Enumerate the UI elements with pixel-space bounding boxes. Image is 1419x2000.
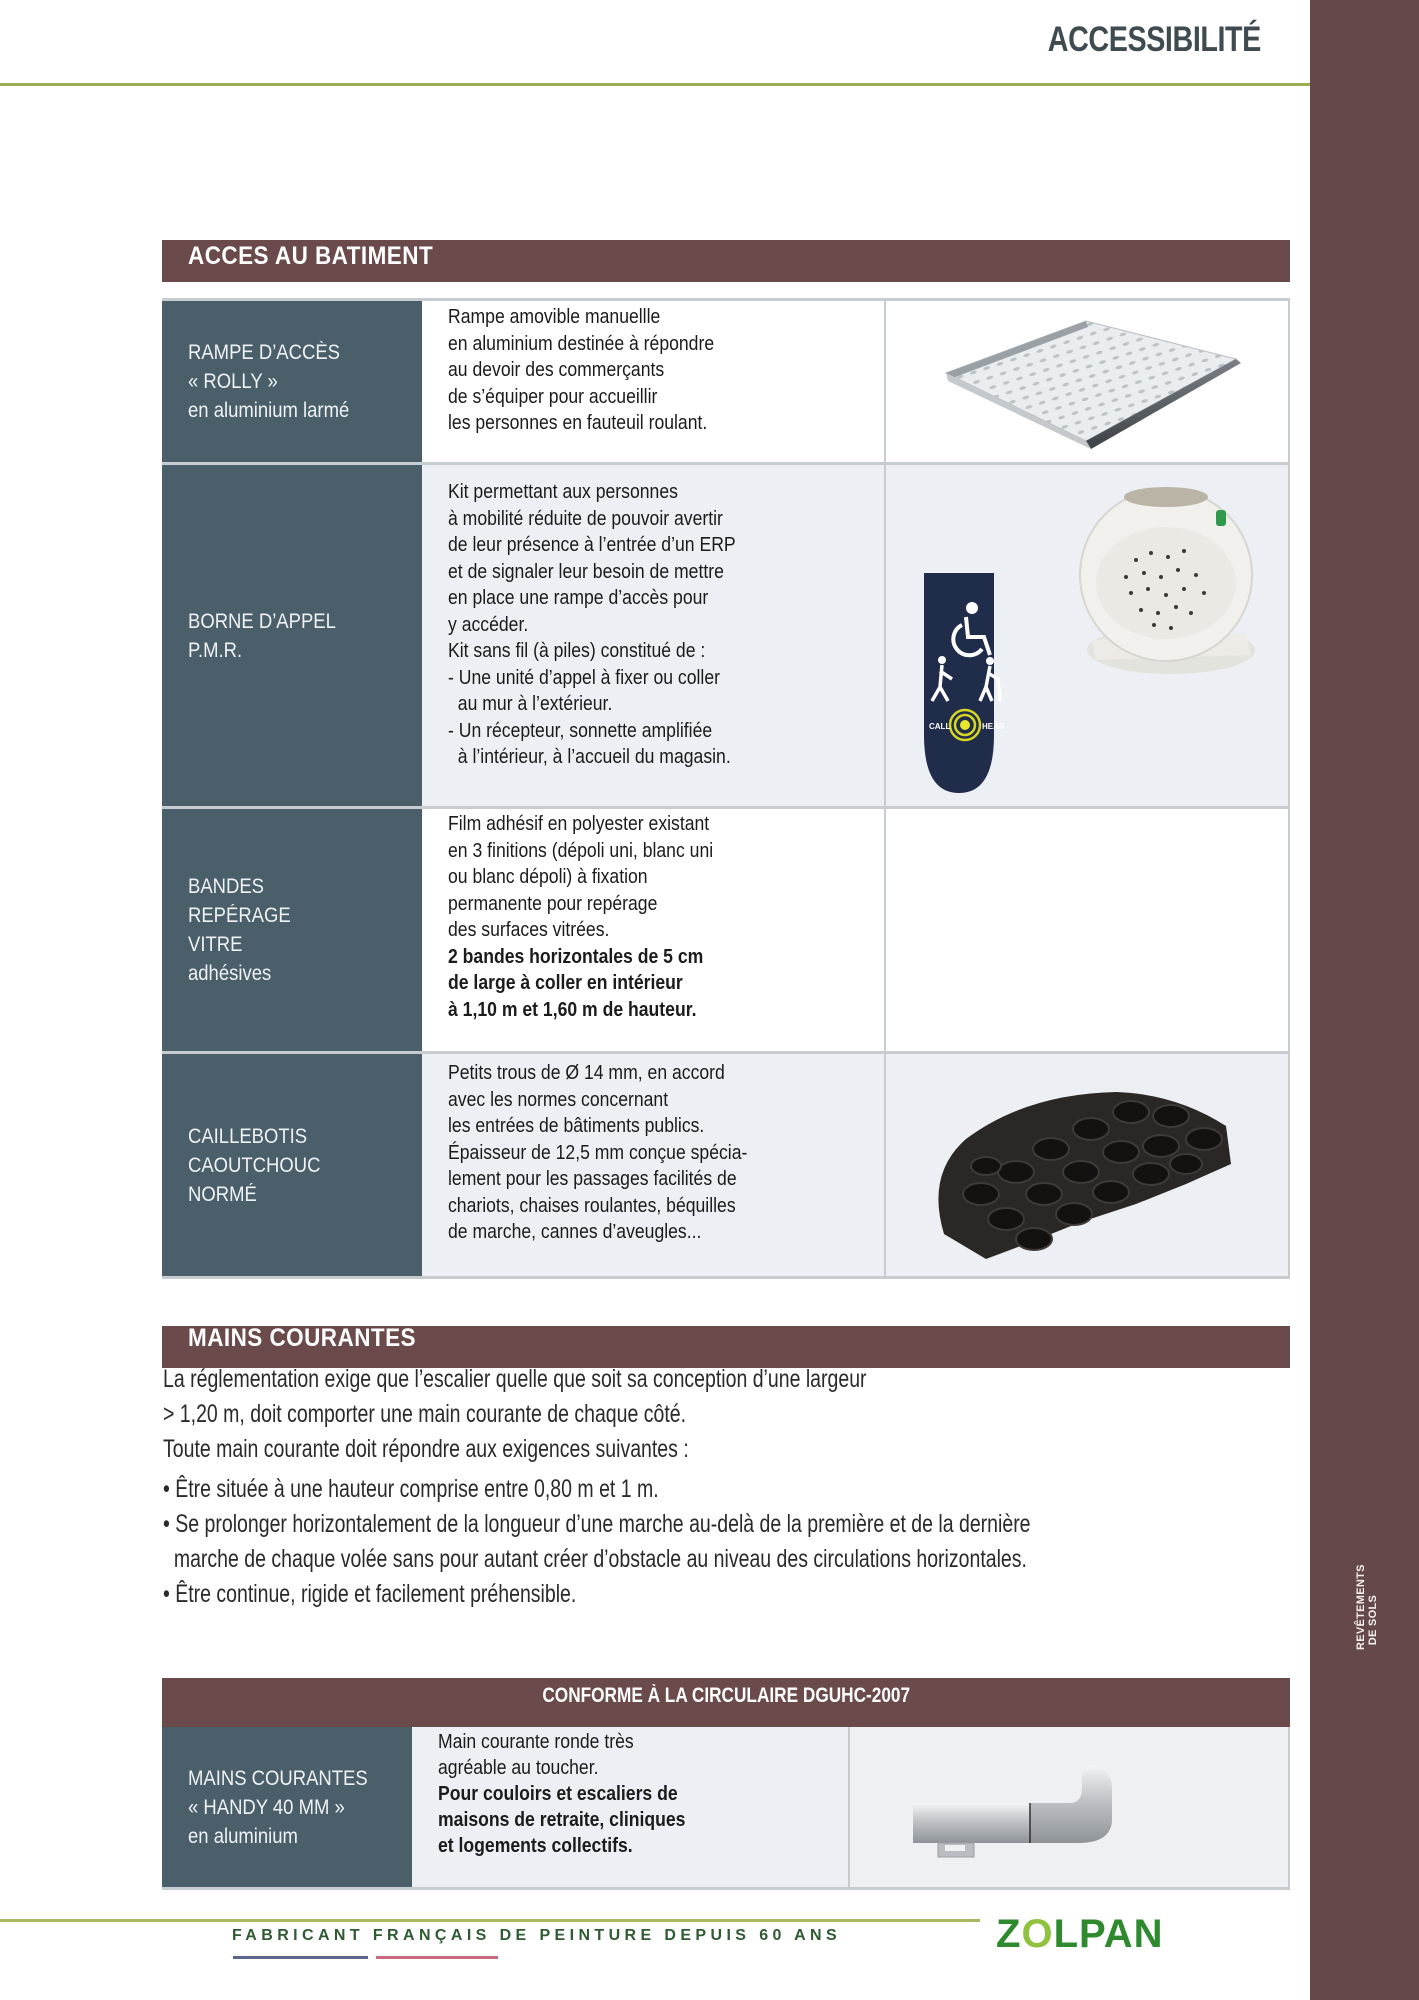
description-line: et de signaler leur besoin de mettre [448,560,724,583]
requirement-item-continuation: marche de chaque volée sans pour autant créer d’obstacle au niveau des circulations horizontales. [163,1545,1027,1573]
aluminium-handrail-image [850,1727,1290,1885]
table-bottom-border [162,1276,1290,1279]
flag-stripe-red [376,1956,498,1959]
description-line-bold: Pour couloirs et escaliers de [438,1783,678,1805]
product-image-cell [886,301,1290,462]
svg-text:HEAR: HEAR [982,722,1005,731]
description-line-bold: et logements collectifs. [438,1835,633,1857]
description-line: y accéder. [448,613,529,636]
requirement-item: • Être située à une hauteur comprise entre 0,80 m et 1 m. [163,1475,659,1503]
page-title: ACCESSIBILITÉ [1047,20,1261,59]
rubber-grating-mat-image [886,1054,1288,1276]
description-line: de leur présence à l’entrée d’un ERP [448,534,736,556]
product-name-line: CAOUTCHOUC [188,1153,321,1177]
zolpan-logo [996,1912,1163,1957]
flag-stripe-blue [233,1956,368,1959]
description-line: - Un récepteur, sonnette amplifiée [448,719,713,742]
call-button-and-receiver-image [886,465,1288,806]
product-name-line: « HANDY 40 MM » [188,1795,345,1819]
product-name-line: REPÉRAGE [188,904,291,927]
description-line: - Une unité d’appel à fixer ou coller [448,666,720,689]
requirements-list [163,1472,1275,1612]
intro-line: > 1,20 m, doit comporter une main courante de chaque côté. [163,1400,687,1428]
product-description-cell [422,301,886,462]
logo-letter-accent: O [1021,1912,1054,1956]
description-line: des surfaces vitrées. [448,919,610,941]
product-name-line: CAILLEBOTIS [188,1124,308,1148]
regulation-intro [163,1362,1065,1467]
product-name-line: « ROLLY » [188,370,278,393]
intro-line: Toute main courante doit répondre aux exigences suivantes : [163,1435,689,1463]
compliance-header-text: CONFORME À LA CIRCULAIRE DGUHC-2007 [542,1684,910,1707]
sidebar-category-label [1327,1564,1407,1650]
table-bottom-border [162,1887,1290,1890]
description-line: ou blanc dépoli) à fixation [448,866,648,888]
description-line: Kit permettant aux personnes [448,481,678,503]
intro-line: La réglementation exige que l’escalier quelle que soit sa conception d’une largeur [163,1365,867,1393]
description-line: Kit sans fil (à piles) constitué de : [448,640,706,662]
product-image-cell-empty [886,809,1290,1051]
product-name-cell [162,301,422,462]
logo-letter: Z [996,1912,1022,1956]
right-sidebar-band [1310,0,1419,2000]
header-divider [0,83,1310,86]
description-line: agréable au toucher. [438,1757,599,1779]
product-image-cell [850,1727,1290,1887]
section-header-acces-batiment [162,240,1290,282]
description-line: en aluminium destinée à répondre [448,332,715,355]
product-name-line: NORMÉ [188,1182,257,1206]
section-title: MAINS COURANTES [188,1324,417,1352]
description-line: en 3 finitions (dépoli uni, blanc uni [448,839,714,862]
description-line: lement pour les passages facilités de [448,1168,737,1190]
requirement-item: • Être continue, rigide et facilement préhensible. [163,1580,577,1608]
product-name-line: adhésives [188,962,272,985]
footer-tagline: FABRICANT FRANÇAIS DE PEINTURE DEPUIS 60 ANS [232,1927,842,1944]
description-line: au devoir des commerçants [448,359,665,381]
product-name-cell [162,1054,422,1276]
product-description-cell [422,465,886,806]
product-image-cell [886,1054,1290,1276]
description-line: les personnes en fauteuil roulant. [448,412,708,434]
description-line: avec les normes concernant [448,1088,669,1111]
table-row-bandes-reperage [162,806,1290,1051]
product-name-line: VITRE [188,933,243,956]
product-name-cell [162,809,422,1051]
description-line: en place une rampe d’accès pour [448,587,709,609]
description-line-bold: maisons de retraite, cliniques [438,1809,686,1831]
requirement-item: • Se prolonger horizontalement de la longueur d’une marche au-delà de la première et de la dernière [163,1510,1031,1538]
description-line-bold: 2 bandes horizontales de 5 cm [448,945,704,968]
description-line: Épaisseur de 12,5 mm conçue spécia- [448,1141,748,1164]
product-name-line: BANDES [188,875,264,898]
product-name-cell [162,465,422,806]
description-line: à l’intérieur, à l’accueil du magasin. [448,746,731,768]
product-description-cell [412,1727,850,1887]
description-line: à mobilité réduite de pouvoir avertir [448,507,723,530]
description-line: au mur à l’extérieur. [448,693,613,715]
description-line: Rampe amovible manuellle [448,306,661,328]
product-name-cell [162,1727,412,1887]
product-name-line: en aluminium [188,1824,298,1848]
description-line: les entrées de bâtiments publics. [448,1115,705,1137]
footer-divider [0,1919,980,1922]
description-line-bold: à 1,10 m et 1,60 m de hauteur. [448,998,697,1021]
table-row-handrail [162,1727,1290,1887]
table-row-borne-appel [162,462,1290,806]
product-description-cell [422,809,886,1051]
svg-text:CALL: CALL [929,722,951,731]
sidebar-label-line2: DE SOLS [1367,1594,1379,1646]
section-title: ACCES AU BATIMENT [188,242,434,270]
description-line: Petits trous de Ø 14 mm, en accord [448,1062,725,1084]
description-line: Film adhésif en polyester existant [448,813,710,835]
product-name-line: P.M.R. [188,638,243,662]
description-line: de s’équiper pour accueillir [448,385,658,408]
logo-letters: LPAN [1053,1912,1164,1956]
product-name-line: BORNE D’APPEL [188,609,336,633]
product-image-cell [886,465,1290,806]
product-name-line: MAINS COURANTES [188,1766,368,1790]
product-description-cell [422,1054,886,1276]
sidebar-label-line1: REVÊTEMENTS [1355,1564,1367,1650]
product-name-line: RAMPE D’ACCÈS [188,341,340,364]
description-line: chariots, chaises roulantes, béquilles [448,1194,736,1217]
description-line: Main courante ronde très [438,1731,634,1753]
description-line-bold: de large à coller en intérieur [448,972,683,994]
aluminium-ramp-image [886,301,1288,462]
table-row-rampe [162,298,1290,462]
compliance-header [162,1678,1290,1727]
description-line: de marche, cannes d’aveugles... [448,1221,702,1243]
product-name-line: en aluminium larmé [188,399,350,422]
description-line: permanente pour repérage [448,892,658,915]
table-row-caillebotis [162,1051,1290,1276]
